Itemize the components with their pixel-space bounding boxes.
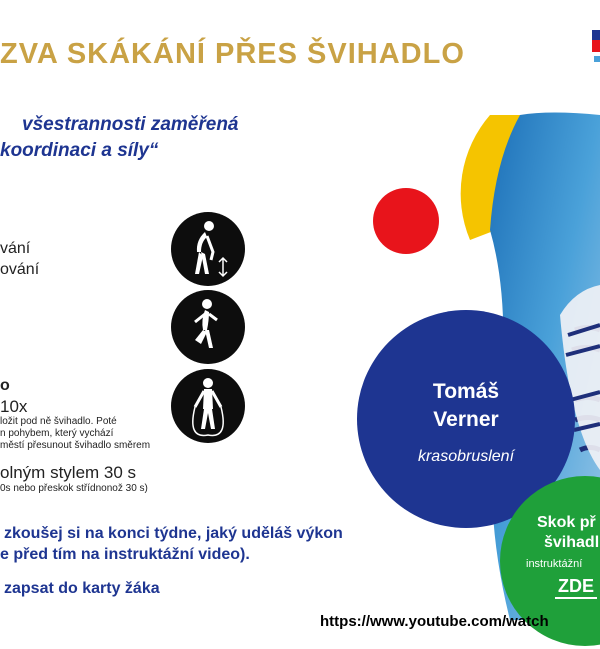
video-badge-line-3: instruktážní bbox=[526, 558, 583, 570]
footer-line-3: zapsat do karty žáka bbox=[4, 580, 160, 597]
footer-line-1: zkoušej si na konci týdne, jaký uděláš výkon bbox=[4, 525, 343, 542]
athlete-last-name: Verner bbox=[433, 408, 499, 431]
youtube-url[interactable]: https://www.youtube.com/watch bbox=[320, 613, 549, 630]
exercise-heading: o bbox=[0, 377, 10, 394]
exercise-description-2: n pohybem, který vychází bbox=[0, 428, 114, 439]
running-figure-icon bbox=[171, 290, 245, 364]
exercise-free-style-note: 0s nebo přeskok střídnonož 30 s) bbox=[0, 483, 148, 494]
jump-rope-figure-icon bbox=[171, 369, 245, 443]
footer-line-2: e před tím na instruktážní video). bbox=[0, 546, 250, 563]
subtitle-line-2: koordinaci a síly“ bbox=[0, 140, 159, 161]
exercise-item-1: vání bbox=[0, 240, 31, 257]
video-badge-line-2: švihadl bbox=[544, 534, 600, 551]
exercise-reps: 10x bbox=[0, 397, 28, 416]
exercise-free-style: olným stylem 30 s bbox=[0, 463, 137, 482]
stretch-figure-icon bbox=[171, 212, 245, 286]
exercise-description-1: ložit pod ně švihadlo. Poté bbox=[0, 416, 117, 427]
logo-icon bbox=[592, 30, 600, 66]
exercise-description-3: městí přesunout švihadlo směrem bbox=[0, 440, 151, 451]
subtitle-line-1: všestrannosti zaměřená bbox=[22, 114, 239, 135]
athlete-sport: krasobruslení bbox=[417, 448, 515, 465]
exercise-item-2: ování bbox=[0, 261, 40, 278]
athlete-first-name: Tomáš bbox=[432, 380, 500, 403]
red-circle-decoration bbox=[373, 188, 439, 254]
page-title: ZVA SKÁKÁNÍ PŘES ŠVIHADLO bbox=[0, 38, 465, 70]
video-link-here[interactable]: ZDE bbox=[555, 576, 597, 599]
video-badge-line-1: Skok př bbox=[537, 514, 596, 531]
